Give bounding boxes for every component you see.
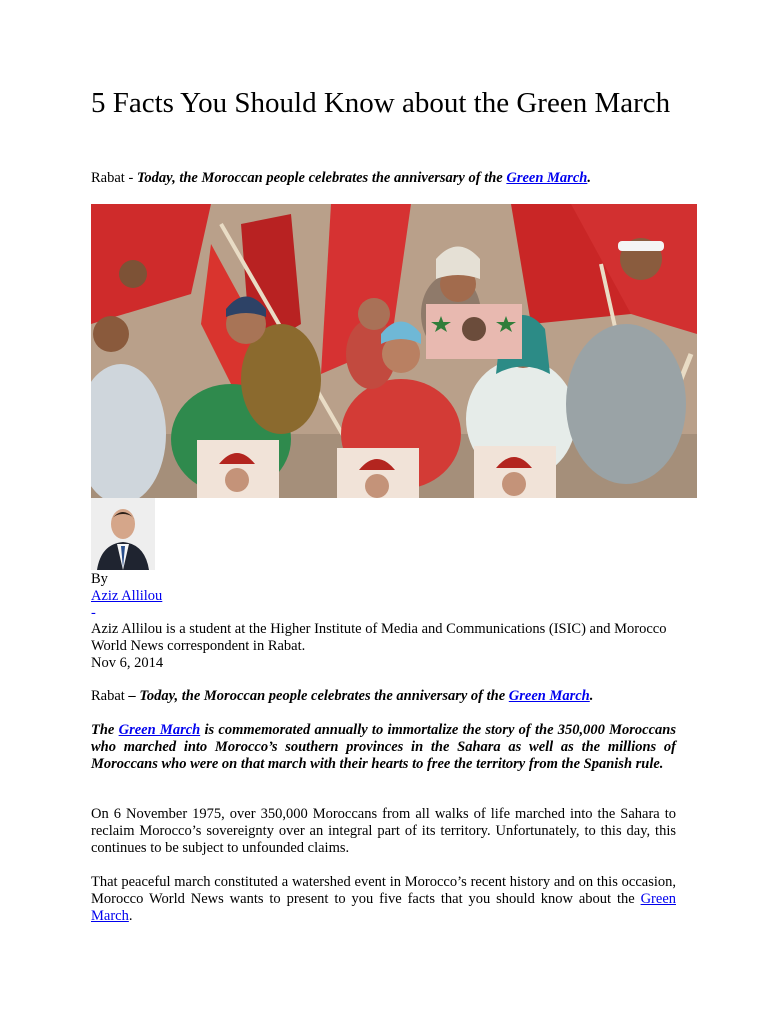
intro-green-march-link[interactable]: Green March (508, 688, 590, 704)
intro-text: – Today, the Moroccan people celebrates the anniversary of the (128, 688, 509, 704)
byline-dash: - (91, 605, 96, 621)
lede-city: Rabat - (91, 170, 137, 186)
byline-by: By (91, 571, 108, 587)
author-avatar-illustration (91, 498, 155, 570)
byline-name-row (91, 588, 676, 605)
hero-photo-illustration (91, 204, 697, 498)
intro-end: . (589, 688, 594, 704)
paragraph-3-end: . (128, 908, 133, 924)
publish-date: Nov 6, 2014 (91, 655, 164, 671)
paragraph-1-green-march-link[interactable]: Green March (118, 722, 201, 738)
hero-photo (91, 204, 697, 498)
intro-city: Rabat (91, 688, 129, 704)
lede-text: Today, the Moroccan people celebrates the anniversary of the (136, 170, 507, 186)
lede-green-march-link[interactable]: Green March (506, 170, 588, 186)
paragraph-3 (91, 874, 676, 925)
author-name-link[interactable]: Aziz Allilou (91, 588, 163, 604)
lede-end: . (587, 170, 591, 186)
paragraph-1-rest: is commemorated annually to immortalize the story of the 350,000 Moroccans who marched into Morocco’s southern provinces in the Sahara as well as the millions of Moroccans who were on that march with their hearts to free the territory from the Spanish rule. (91, 722, 677, 772)
intro-line (91, 688, 676, 705)
article-title: 5 Facts You Should Know about the Green March (91, 87, 671, 119)
author-bio: Aziz Allilou is a student at the Higher Institute of Media and Communications (ISIC) and Morocco World News correspondent in Rabat. (91, 621, 667, 654)
lede-line (91, 170, 676, 187)
paragraph-3-text: That peaceful march constituted a watershed event in Morocco’s recent history and on this occasion, Morocco World News wants to present to you five facts that you should know about the (91, 874, 676, 907)
paragraph-2: On 6 November 1975, over 350,000 Moroccans from all walks of life marched into the Sahara to reclaim Morocco’s sovereignty over an integral part of its territory. Unfortunately, to this day, this continues to be subject to unfounded claims. (91, 806, 676, 856)
paragraph-1 (91, 722, 676, 773)
paragraph-3-green-march-link[interactable]: Green March (91, 891, 676, 924)
author-avatar[interactable] (91, 498, 155, 570)
paragraph-1-start: The (91, 722, 119, 738)
